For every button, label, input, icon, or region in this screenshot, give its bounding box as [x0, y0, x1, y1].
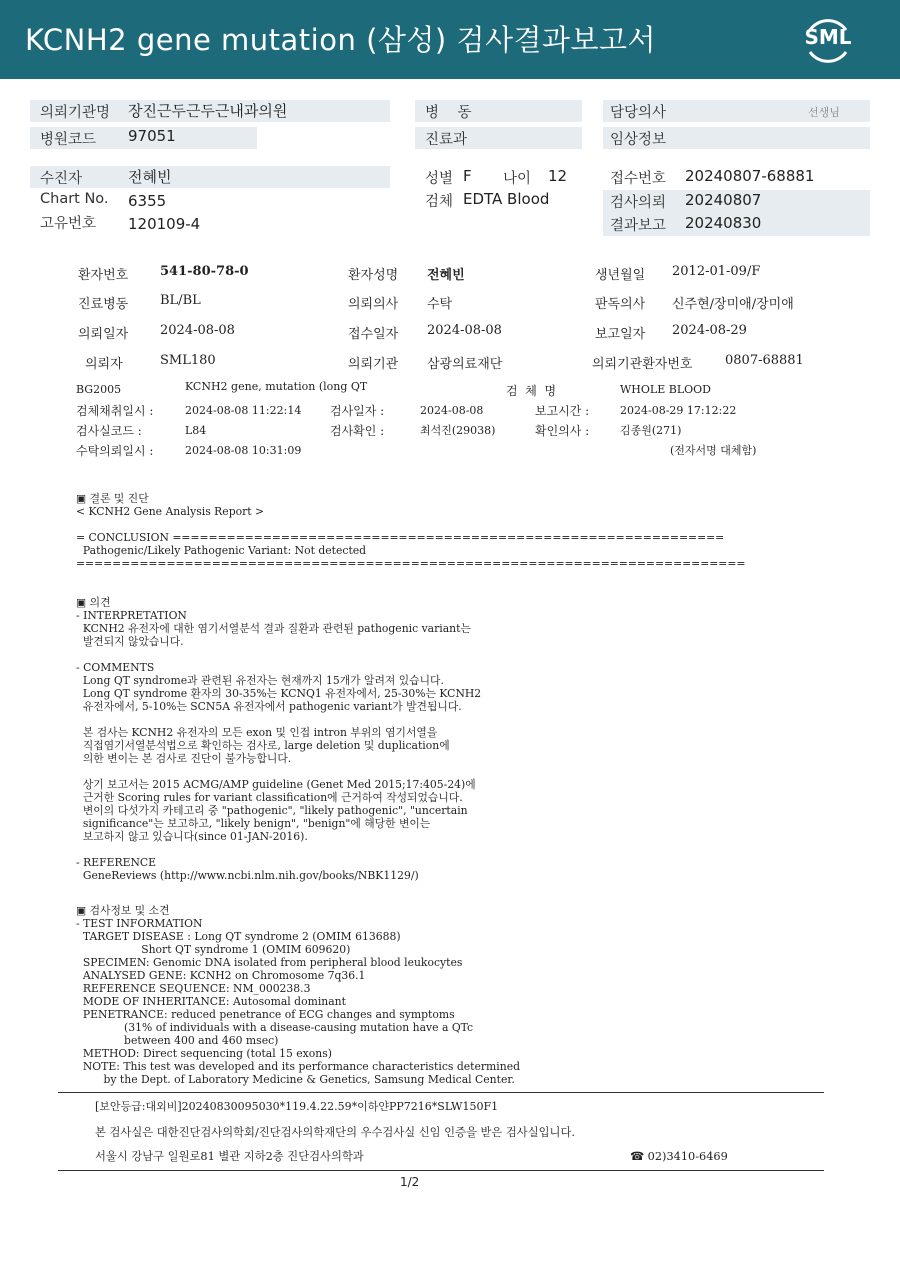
rep-date-value: 2024-08-29 — [672, 323, 747, 338]
req-pno-value: 0807-68881 — [725, 353, 804, 368]
receipt-label: 접수번호 — [610, 171, 667, 187]
rep-date-label: 보고일자 — [595, 327, 646, 342]
dept-label: 진료과 — [425, 132, 468, 148]
req-date-value: 2024-08-08 — [160, 323, 235, 338]
specimen-value: EDTA Blood — [463, 190, 550, 208]
ward-label-2: 진료병동 — [78, 297, 129, 312]
sex-label: 성별 — [425, 171, 454, 187]
req-pno-label: 의뢰기관환자번호 — [592, 357, 693, 372]
doctor-suffix: 선생님 — [808, 106, 840, 119]
page-number: 1/2 — [400, 1175, 420, 1189]
hospital-code-value: 97051 — [128, 127, 176, 145]
ward-value-2: BL/BL — [160, 293, 201, 308]
test-date-label: 검사일자 : — [330, 404, 385, 418]
test-specimen-value: WHOLE BLOOD — [620, 383, 711, 396]
req-inst-label: 의뢰기관 — [348, 357, 399, 372]
confirm-label: 검사확인 : — [330, 424, 385, 438]
req-date-label: 의뢰일자 — [78, 327, 129, 342]
receipt-value: 20240807-68881 — [685, 167, 815, 185]
rec-date-label: 접수일자 — [348, 327, 399, 342]
test-date-value: 2024-08-08 — [420, 404, 484, 417]
pname-label: 환자성명 — [348, 268, 399, 283]
result-label: 결과보고 — [610, 218, 667, 234]
consign-label: 수탁의뢰일시 : — [76, 444, 154, 458]
lab-code-label: 검사실코드 : — [76, 424, 142, 438]
collect-label: 검체채취일시 : — [76, 404, 154, 418]
confirm-doc-label: 확인의사 : — [535, 424, 590, 438]
chart-value: 6355 — [128, 192, 167, 210]
unique-label: 고유번호 — [40, 216, 97, 232]
patient-row — [30, 166, 390, 188]
confirm-doc-value: 김종원(271) — [620, 424, 682, 437]
requester-label: 의뢰자 — [85, 357, 123, 372]
specimen-label: 검체 — [425, 194, 454, 210]
sex-value: F — [463, 167, 472, 185]
req-inst-value: 삼광의료재단 — [427, 357, 503, 372]
req-doc-label: 의뢰의사 — [348, 297, 399, 312]
pno-label: 환자번호 — [78, 268, 129, 283]
hospital-code-label: 병원코드 — [40, 132, 97, 148]
confirm-value: 최석진(29038) — [420, 424, 496, 437]
ward-label: 병 동 — [425, 105, 472, 121]
req-doc-value: 수탁 — [427, 297, 453, 312]
conclusion-section: ▣ 결론 및 진단 < KCNH2 Gene Analysis Report > = CONCLUSION ============================================================= Pathogenic/Likely Pathogenic Variant: Not detected ========================================================================== — [76, 492, 746, 570]
esign-note: (전자서명 대체함) — [670, 444, 757, 457]
lab-code-value: L84 — [185, 424, 207, 437]
chart-label: Chart No. — [40, 191, 109, 207]
request-label: 검사의뢰 — [610, 195, 667, 211]
requester-value: SML180 — [160, 353, 216, 368]
pname-value: 전혜빈 — [427, 268, 465, 283]
doctor-label: 담당의사 — [610, 105, 667, 121]
rec-date-value: 2024-08-08 — [427, 323, 502, 338]
test-code: BG2005 — [76, 383, 122, 396]
footer-divider-bottom — [58, 1170, 824, 1171]
test-name: KCNH2 gene, mutation (long QT — [185, 380, 368, 393]
patient-value: 전혜빈 — [128, 168, 172, 186]
read-doc-label: 판독의사 — [595, 297, 646, 312]
report-time-value: 2024-08-29 17:12:22 — [620, 404, 737, 417]
address-line: 서울시 강남구 일원로81 별관 지하2층 진단검사의학과 — [95, 1150, 364, 1163]
test-info-section: ▣ 검사정보 및 소견 - TEST INFORMATION TARGET DISEASE : Long QT syndrome 2 (OMIM 613688) Short QT syndrome 1 (OMIM 609620) SPECIMEN: Genomic DNA isolated from peripheral blood leukocytes ANALYSED GENE: KCNH2 on Chromosome 7q36.1 REFERENCE SEQUENCE: NM_000238.3 MODE OF INHERITANCE: Autosomal dominant PENETRANCE: reduced penetrance of ECG changes and symptoms (31% of individuals with a disease-causing mutation have a QTc between 400 and 460 msec) METHOD: Direct sequencing (total 15 exons) NOTE: This test was developed and its performance characteristics determined by the Dept. of Laboratory Medicine & Genetics, Samsung Medical Center. — [76, 904, 521, 1086]
certification-line: 본 검사실은 대한진단검사의학회/진단검사의학재단의 우수검사실 신임 인증을 받은 검사실입니다. — [95, 1126, 575, 1139]
report-time-label: 보고시간 : — [535, 404, 590, 418]
report-header — [0, 0, 900, 79]
institution-value: 장진근두근두근내과의원 — [128, 102, 288, 120]
dob-value: 2012-01-09/F — [672, 264, 761, 279]
age-value: 12 — [548, 167, 568, 185]
age-label: 나이 — [503, 171, 532, 187]
interpretation-section: ▣ 의견 - INTERPRETATION KCNH2 유전자에 대한 염기서열분석 결과 질환과 관련된 pathogenic variant는 발견되지 않았습니다. - COMMENTS Long QT syndrome과 관련된 유전자는 현재까지 15개가 알려져 있습니다. Long QT syndrome 환자의 30-35%는 KCNQ1 유전자에서, 25-30%는 KCNH2 유전자에서, 5-10%는 SCN5A 유전자에서 pathogenic variant가 발견됩니다. 본 검사는 KCNH2 유전자의 모든 exon 및 인접 intron 부위의 염기서열을 직접염기서열분석법으로 확인하는 검사로, large deletion 및 duplication에 의한 변이는 본 검사로 진단이 불가능합니다. 상기 보고서는 2015 ACMG/AMP guideline (Genet Med 2015;17:405-24)에 근거한 Scoring rules for variant classification에 근거하여 작성되었습니다. 변이의 다섯가지 카테고리 중 "pathogenic", "likely pathogenic", "uncertain significance"는 보고하고, "likely benign", "benign"에 해당한 변이는 보고하지 않고 있습니다(since 01-JAN-2016). - REFERENCE GeneReviews (http://www.ncbi.nlm.nih.gov/books/NBK1129/) — [76, 596, 482, 882]
clinical-label: 임상정보 — [610, 132, 667, 148]
test-specimen-label: 검 체 명 — [506, 384, 557, 398]
report-title: KCNH2 gene mutation (삼성) 검사결과보고서 — [25, 23, 657, 57]
institution-label: 의뢰기관명 — [40, 105, 111, 121]
unique-value: 120109-4 — [128, 215, 201, 233]
dob-label: 생년월일 — [595, 268, 646, 283]
security-line: [보안등급:대외비]20240830095030*119.4.22.59*이하얀PP7216*SLW150F1 — [95, 1100, 499, 1113]
consign-value: 2024-08-08 10:31:09 — [185, 444, 302, 457]
pno-value: 541-80-78-0 — [160, 264, 249, 279]
sml-logo — [800, 12, 856, 68]
request-value: 20240807 — [685, 191, 762, 209]
read-doc-value: 신주현/장미애/장미애 — [672, 297, 794, 312]
patient-label: 수진자 — [40, 171, 83, 187]
collect-value: 2024-08-08 11:22:14 — [185, 404, 302, 417]
phone-line: ☎ 02)3410-6469 — [630, 1150, 728, 1163]
logo-text: SML — [804, 25, 852, 49]
result-value: 20240830 — [685, 214, 762, 232]
footer-divider — [58, 1092, 824, 1093]
